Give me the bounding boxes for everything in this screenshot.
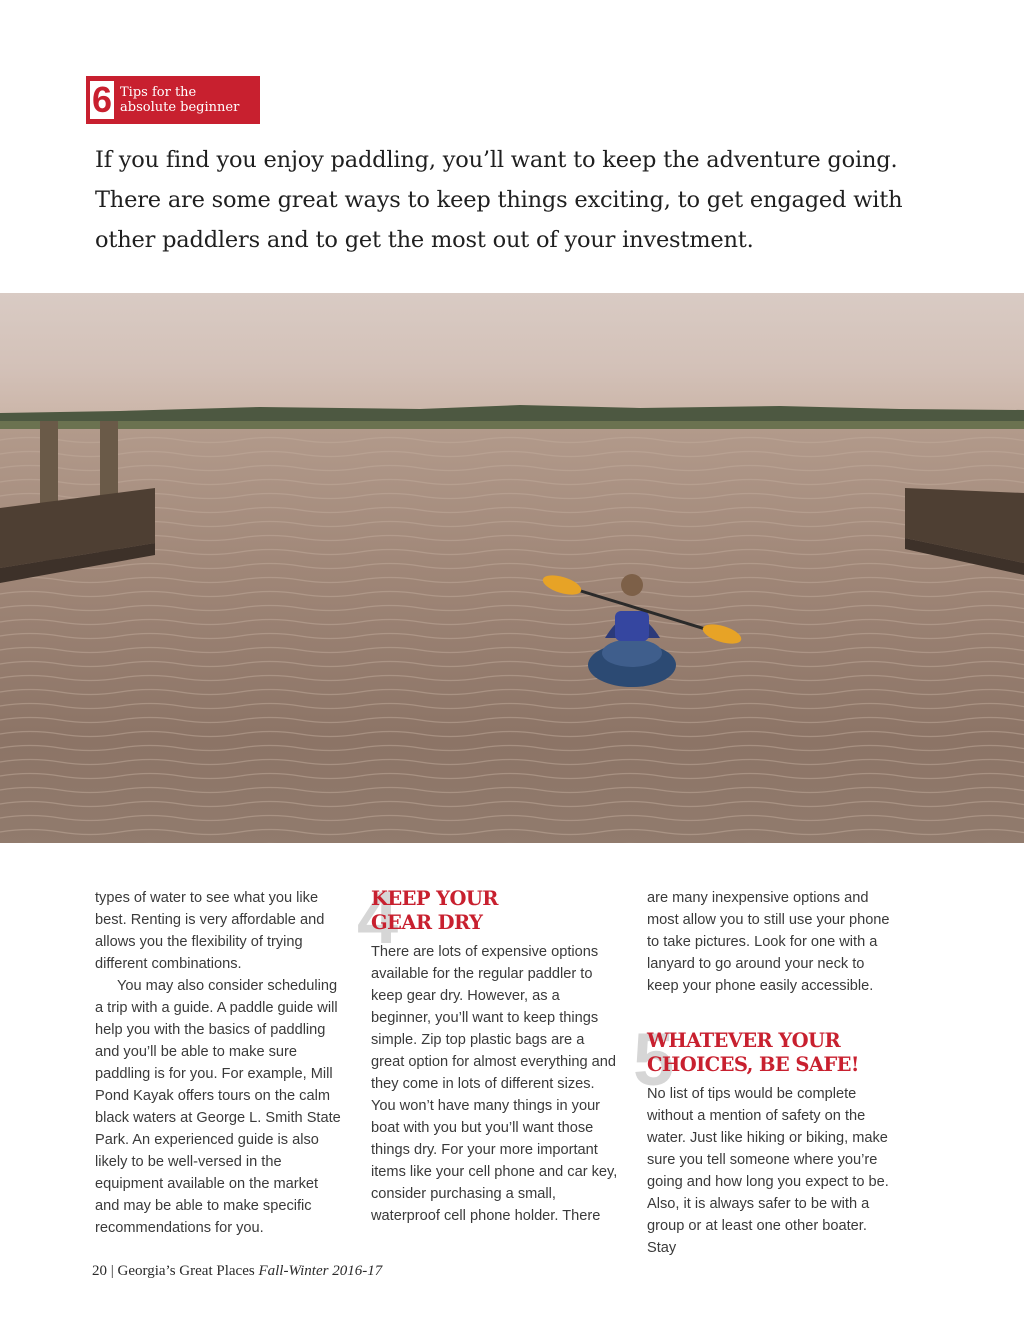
badge-number: 6	[91, 79, 113, 120]
tip-4-heading	[371, 887, 621, 935]
kayak-photo	[0, 293, 1024, 843]
badge-line-2: absolute beginner	[120, 100, 240, 115]
tip-5-body: No list of tips would be complete without a mention of safety on the water. Just like hiking or biking, make sure you tell someone where you’re going and how long you expect to be. Also, it is always safer to be with a group or at least one other boater. Stay	[647, 1086, 889, 1256]
footer-separator: |	[110, 1263, 114, 1279]
intro-paragraph: If you find you enjoy paddling, you’ll want to keep the adventure going. There are some great ways to keep things exciting, to get engaged with other paddlers and to get the most out of your investment.	[95, 147, 903, 253]
column-2	[357, 876, 621, 1227]
badge-label	[120, 85, 239, 115]
tip-4	[357, 876, 621, 1227]
column-3-paragraph-1: are many inexpensive options and most allow you to still use your phone to take pictures. Look for one with a lanyard to go around your neck to keep your phone easily accessible.	[647, 890, 890, 994]
issue-name: Fall-Winter 2016-17	[258, 1263, 383, 1279]
tip-5-heading	[647, 1029, 897, 1077]
column-1-paragraph-2: You may also consider scheduling a trip with a guide. A paddle guide will help you with the basics of paddling and you’ll be able to make sure paddling is for you. For example, Mill Pond Kayak offers tours on the calm black waters at George L. Smith State Park. An experienced guide is also likely to be well-versed in the equipment available on the market and may be able to make specific recommendations for you.	[95, 978, 341, 1236]
tip-5	[633, 1018, 897, 1259]
tip-5-heading-line-2: CHOICES, BE SAFE!	[647, 1053, 859, 1076]
page-footer	[92, 1263, 382, 1280]
tip-5-heading-line-1: WHATEVER YOUR	[647, 1029, 841, 1052]
publication-name: Georgia’s Great Places	[117, 1263, 255, 1279]
tip-4-heading-line-1: KEEP YOUR	[371, 887, 498, 910]
tips-badge	[86, 76, 260, 124]
column-1	[95, 887, 343, 1239]
tip-4-heading-line-2: GEAR DRY	[371, 911, 483, 934]
badge-line-1: Tips for the	[120, 85, 197, 100]
tip-4-numeral: 4	[357, 876, 399, 959]
column-3	[633, 887, 897, 1259]
tip-4-body: There are lots of expensive options available for the regular paddler to keep gear dry. However, as a beginner, you’ll want to keep things simple. Zip top plastic bags are a great option for almost everything and they come in lots of different sizes. You won’t have many things in your boat with you but you’ll want those things dry. For your more important items like your cell phone and car key, consider purchasing a small, waterproof cell phone holder. There	[371, 944, 618, 1224]
page-number: 20	[92, 1263, 107, 1279]
sky	[0, 293, 1024, 418]
marsh-grass	[0, 421, 1024, 429]
tip-5-numeral: 5	[633, 1018, 675, 1101]
column-1-paragraph-1: types of water to see what you like best. Renting is very affordable and allows you the flexibility of trying different combinations.	[95, 890, 325, 972]
